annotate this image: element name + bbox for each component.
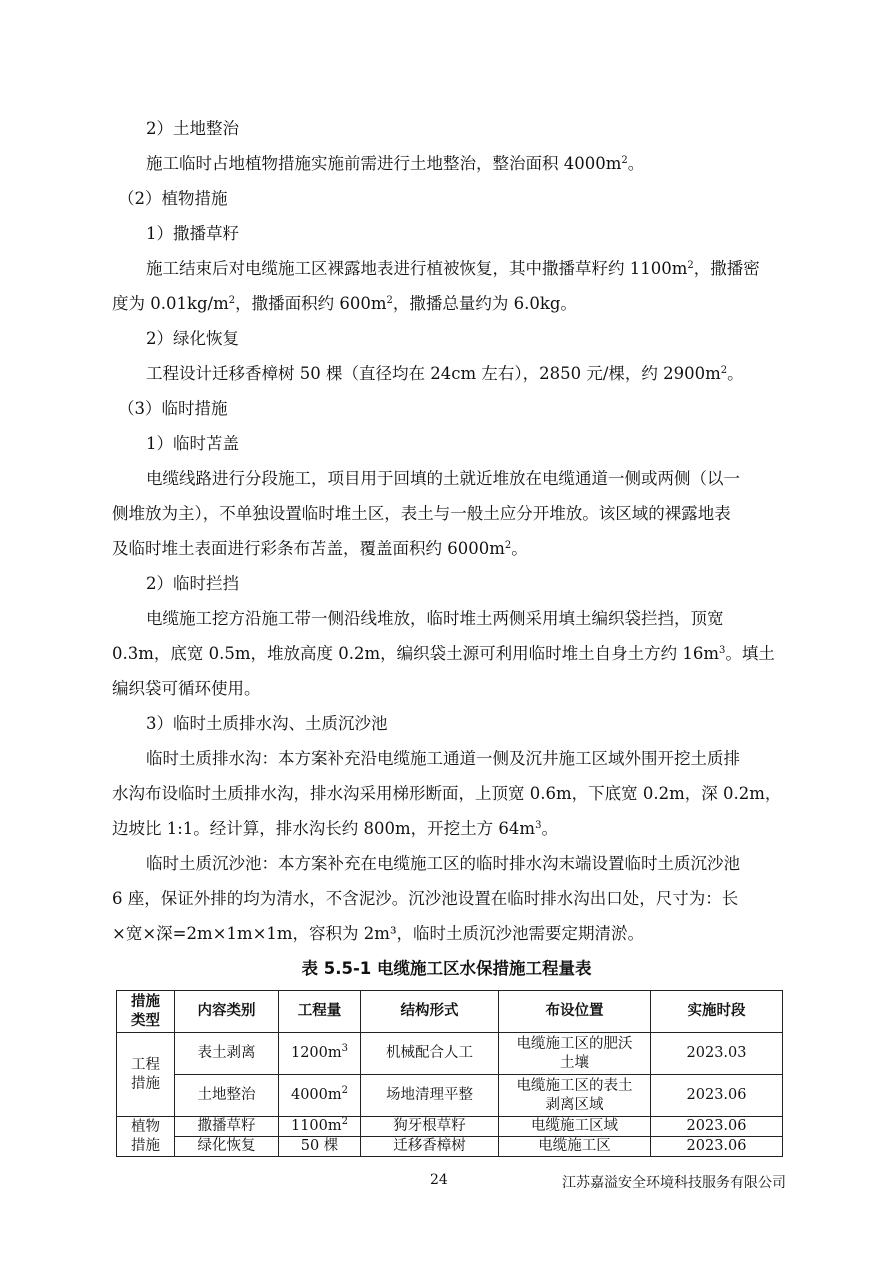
table-cell: 2023.03 [651,1033,783,1075]
table-cell: 电缆施工区域 [499,1117,651,1137]
table-cell: $1100m^2$ [279,1117,361,1137]
table-cell: 撒播草籽 [175,1117,279,1137]
paragraph: 临时土质沉沙池：本方案补充在电缆施工区的临时排水沟末端设置临时土质沉沙池 [146,854,740,873]
measures-table [116,990,783,1157]
table-cell: 电缆施工区的表土剥离区域 [499,1075,651,1117]
measure-type-cell: 植物措施 [117,1117,175,1157]
table-cell: 土地整治 [175,1075,279,1117]
company-name: 江苏嘉溢安全环境科技服务有限公司 [562,1175,786,1191]
paragraph: 侧堆放为主），不单独设置临时堆土区，表土与一般土应分开堆放。该区域的裸露地表 [112,504,731,523]
paragraph: 施工结束后对电缆施工区裸露地表进行植被恢复，其中撒播草籽约 $1100m^2$，撒播密 [146,259,760,278]
page-number: 24 [430,1172,448,1188]
header-cell: 工程量 [279,991,361,1033]
paragraph: 电缆线路进行分段施工，项目用于回填的土就近堆放在电缆通道一侧或两侧（以一 [146,469,740,488]
paragraph: 电缆施工挖方沿施工带一侧沿线堆放，临时堆土两侧采用填土编织袋拦挡，顶宽 [146,609,724,628]
measure-type-cell: 工程措施 [117,1033,175,1117]
table-cell: 电缆施工区的肥沃土壤 [499,1033,651,1075]
header-cell: 布设位置 [499,991,651,1033]
heading-temporary-cover: 1）临时苫盖 [146,434,239,453]
heading-plant-measures: （2）植物措施 [118,189,228,208]
table-row [117,1117,783,1137]
paragraph: 0.3m，底宽 0.5m，堆放高度 0.2m，编织袋土源可利用临时堆土自身土方约 $16m^3$。填土 [112,644,775,663]
table-cell: 2023.06 [651,1137,783,1157]
paragraph: 边坡比 1:1。经计算，排水沟长约 800m，开挖土方 $64m^3$。 [112,819,558,838]
paragraph: 6 座，保证外排的均为清水，不含泥沙。沉沙池设置在临时排水沟出口处，尺寸为：长 [112,889,739,908]
table-row [117,1137,783,1157]
table-cell: 场地清理平整 [361,1075,499,1117]
table-cell: 迁移香樟树 [361,1137,499,1157]
table-cell: 2023.06 [651,1075,783,1117]
table-cell: 2023.06 [651,1117,783,1137]
heading-greening-recovery: 2）绿化恢复 [146,329,239,348]
table-cell: 机械配合人工 [361,1033,499,1075]
table-cell: 绿化恢复 [175,1137,279,1157]
table-cell: 电缆施工区 [499,1137,651,1157]
heading-grass-seeding: 1）撒播草籽 [146,224,239,243]
paragraph: 水沟布设临时土质排水沟，排水沟采用梯形断面，上顶宽 0.6m，下底宽 0.2m，深 0.2m， [112,784,782,803]
table-cell: $1200m^3$ [279,1033,361,1075]
table-cell: 表土剥离 [175,1033,279,1075]
heading-land-remediation: 2）土地整治 [146,119,239,138]
paragraph: 及临时堆土表面进行彩条布苫盖，覆盖面积约 $6000m^2$。 [112,539,528,558]
paragraph: 施工临时占地植物措施实施前需进行土地整治，整治面积 $4000m^2$。 [146,154,645,173]
paragraph: 工程设计迁移香樟树 50 棵（直径均在 24cm 左右），2850 元/棵，约 $2900m^2$。 [146,364,744,383]
paragraph: ×宽×深=2m×1m×1m，容积为 2m³，临时土质沉沙池需要定期清淤。 [112,924,645,943]
paragraph: 度为 $0.01kg/m^2$，撒播面积约 $600m^2$，撒播总量约为 6.0kg。 [112,294,577,313]
table-cell: $4000m^2$ [279,1075,361,1117]
header-cell: 内容类别 [175,991,279,1033]
table-header-row [117,991,783,1033]
table-row [117,1033,783,1075]
table-caption: 表 5.5-1 电缆施工区水保措施工程量表 [301,959,592,978]
header-cell: 措施类型 [117,991,175,1033]
heading-temporary-measures: （3）临时措施 [118,399,228,418]
header-cell: 结构形式 [361,991,499,1033]
heading-drainage-ditch: 3）临时土质排水沟、土质沉沙池 [146,714,388,733]
paragraph: 编织袋可循环使用。 [112,679,261,698]
table-cell: 狗牙根草籽 [361,1117,499,1137]
table-cell: 50 棵 [279,1137,361,1157]
paragraph: 临时土质排水沟：本方案补充沿电缆施工通道一侧及沉井施工区域外围开挖土质排 [146,749,740,768]
header-cell: 实施时段 [651,991,783,1033]
heading-temporary-barrier: 2）临时拦挡 [146,574,239,593]
table-row [117,1075,783,1117]
